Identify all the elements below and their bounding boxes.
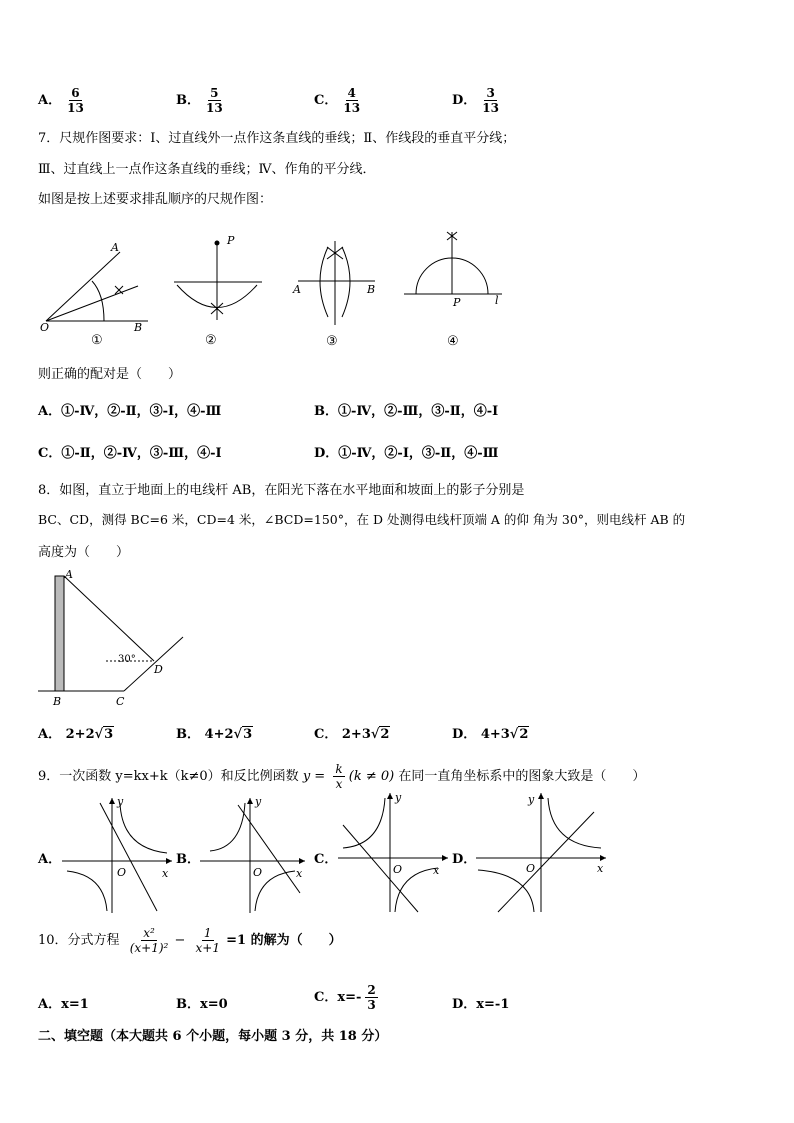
q9-option-c[interactable]: C． xyxy=(314,852,338,867)
svg-text:y: y xyxy=(528,793,535,806)
svg-text:y: y xyxy=(117,795,124,808)
q8-option-c[interactable]: C． 2+3√2 xyxy=(314,727,390,742)
q6-option-a[interactable]: A． $\frac{6}{13}$ xyxy=(38,86,84,115)
q7-point-a: A xyxy=(111,241,119,254)
q7-fig-label-1: ① xyxy=(91,333,103,348)
svg-text:O: O xyxy=(117,866,127,879)
q7-option-a[interactable]: A．①-Ⅳ，②-Ⅱ，③-Ⅰ，④-Ⅲ xyxy=(38,404,222,419)
q7-line1: 7．尺规作图要求：Ⅰ、过直线外一点作这条直线的垂线；Ⅱ、作线段的垂直平分线； xyxy=(38,131,516,146)
q9-graph-d[interactable] xyxy=(476,790,611,918)
q7-figure-4 xyxy=(402,228,512,350)
q10-stem: 10．分式方程 $\frac{\text{x²}}{\text{(x+1)²}}$ − $\frac{1}{x+1}$ =1 的解为（ ） xyxy=(38,926,342,955)
q9-graph-b[interactable] xyxy=(200,793,315,918)
q7-option-b[interactable]: B．①-Ⅳ，②-Ⅲ，③-Ⅱ，④-Ⅰ xyxy=(314,404,499,419)
svg-text:x: x xyxy=(296,867,303,880)
q7-figure-2 xyxy=(172,230,272,350)
svg-text:y: y xyxy=(395,791,402,804)
q10-option-d[interactable]: D．x=-1 xyxy=(452,997,510,1012)
q7-point-l: l xyxy=(495,294,499,307)
svg-text:y: y xyxy=(255,795,262,808)
q8-option-b[interactable]: B． 4+2√3 xyxy=(176,727,253,742)
q7-point-b: B xyxy=(134,321,143,334)
q8-angle-label: 30° xyxy=(118,654,136,665)
q8-line1: 8．如图，直立于地面上的电线杆 AB，在阳光下落在水平地面和坡面上的影子分别是 xyxy=(38,483,525,498)
q7-fig-label-3: ③ xyxy=(326,334,338,349)
q8-point-a: A xyxy=(65,568,73,581)
q7-figure-3 xyxy=(290,235,390,350)
q8-line3: 高度为（ ） xyxy=(38,545,130,560)
q7-line3: 如图是按上述要求排乱顺序的尺规作图： xyxy=(38,192,273,207)
svg-text:x: x xyxy=(597,862,604,875)
q10-option-a[interactable]: A．x=1 xyxy=(38,997,89,1012)
q10-option-b[interactable]: B．x=0 xyxy=(176,997,228,1012)
q7-figure-1 xyxy=(38,240,158,350)
q8-line2: BC、CD，测得 BC=6 米，CD=4 米，∠BCD=150°，在 D 处测得电线杆顶端 A 的仰 角为 30°，则电线杆 AB 的 xyxy=(38,512,686,527)
q9-option-b[interactable]: B． xyxy=(176,852,200,867)
q7-point-o: O xyxy=(40,321,50,334)
q7-question: 则正确的配对是（ ） xyxy=(38,367,182,382)
q7-point-b3: B xyxy=(367,283,376,296)
q7-option-c[interactable]: C．①-Ⅱ，②-Ⅳ，③-Ⅲ，④-Ⅰ xyxy=(38,446,222,461)
q7-option-d[interactable]: D．①-Ⅳ，②-Ⅰ，③-Ⅱ，④-Ⅲ xyxy=(314,446,499,461)
q8-point-c: C xyxy=(116,695,125,708)
q10-option-c[interactable]: C．x=- $\frac{2}{3}$ xyxy=(314,983,376,1012)
q8-point-d: D xyxy=(154,663,163,676)
svg-text:x: x xyxy=(433,864,440,877)
q9-graph-a[interactable] xyxy=(62,793,177,918)
q6-option-d[interactable]: D． $\frac{3}{13}$ xyxy=(452,86,499,115)
q8-point-b: B xyxy=(53,695,62,708)
q8-figure xyxy=(38,568,198,713)
section-2-heading: 二、填空题（本大题共 6 个小题，每小题 3 分，共 18 分） xyxy=(38,1029,388,1044)
q7-point-p4: P xyxy=(453,296,461,309)
q7-point-a3: A xyxy=(293,283,301,296)
q7-point-p: P xyxy=(227,234,235,247)
q9-option-a[interactable]: A． xyxy=(38,852,62,867)
q6-option-c[interactable]: C． $\frac{4}{13}$ xyxy=(314,86,361,115)
q8-option-a[interactable]: A． 2+2√3 xyxy=(38,727,114,742)
q7-fig-label-2: ② xyxy=(205,333,217,348)
q9-stem: 9．一次函数 y=kx+k（k≠0）和反比例函数 y = $\frac{k}{x}$ (k ≠ 0) 在同一直角坐标系中的图象大致是（ ） xyxy=(38,762,646,791)
q9-graph-c[interactable] xyxy=(338,790,453,918)
svg-text:x: x xyxy=(162,867,169,880)
q6-option-b[interactable]: B． $\frac{5}{13}$ xyxy=(176,86,223,115)
svg-text:O: O xyxy=(253,866,263,879)
q7-fig-label-4: ④ xyxy=(447,334,459,349)
q9-option-d[interactable]: D． xyxy=(452,852,477,867)
q8-option-d[interactable]: D． 4+3√2 xyxy=(452,727,529,742)
svg-text:O: O xyxy=(526,862,536,875)
q7-line2: Ⅲ、过直线上一点作这条直线的垂线；Ⅳ、作角的平分线． xyxy=(38,162,376,177)
svg-text:O: O xyxy=(393,863,403,876)
